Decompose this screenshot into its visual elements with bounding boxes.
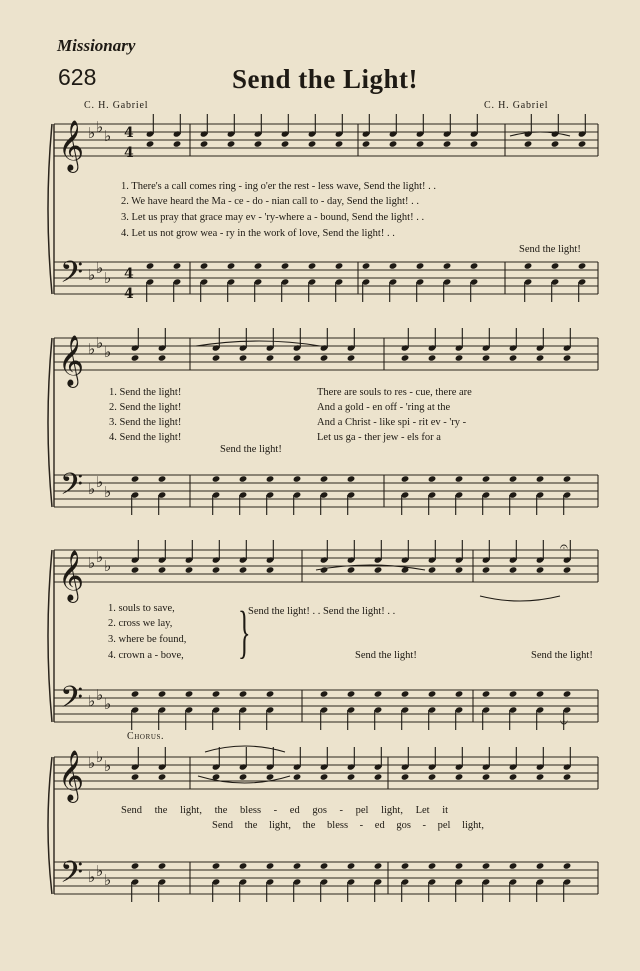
note-head [131, 773, 140, 780]
note-head [320, 773, 329, 780]
note-head [158, 690, 167, 697]
fermata-icon: 𝄑 [560, 715, 568, 731]
note-head [389, 262, 398, 269]
svg-text:4: 4 [124, 145, 134, 161]
note-head [239, 690, 248, 697]
note-head [482, 862, 491, 869]
chorus-treble-lyrics: Send the light, the bless - ed gos - pel light, Let it [121, 805, 449, 816]
note-head [428, 354, 437, 361]
note-head [158, 862, 167, 869]
hymn-number: 628 [58, 64, 97, 90]
note-head [131, 354, 140, 361]
note-head [470, 140, 479, 147]
note-head [158, 354, 167, 361]
svg-text:♭: ♭ [96, 118, 104, 136]
note-head [455, 690, 464, 697]
svg-text:♭: ♭ [88, 554, 96, 572]
svg-text:♭: ♭ [88, 266, 96, 284]
note-head [428, 566, 437, 573]
note-head [212, 475, 221, 482]
note-head [470, 262, 479, 269]
note-head [212, 566, 221, 573]
verse-line-3: 3. Let us pray that grace may ev - 'ry-where a - bound, Send the light! . . [121, 212, 425, 223]
note-head [551, 140, 560, 147]
svg-text:♭: ♭ [88, 124, 96, 142]
note-head [482, 475, 491, 482]
note-head [509, 566, 518, 573]
note-head [428, 690, 437, 697]
svg-text:4: 4 [124, 286, 134, 302]
note-head [362, 140, 371, 147]
note-head [320, 566, 329, 573]
note-head [239, 566, 248, 573]
note-head [308, 262, 317, 269]
note-head [347, 862, 356, 869]
note-head [455, 862, 464, 869]
tenor-cue-text: Send the light! [220, 444, 282, 455]
note-head [347, 773, 356, 780]
note-head [131, 566, 140, 573]
svg-text:♭: ♭ [96, 473, 104, 491]
note-head [374, 862, 383, 869]
svg-text:4: 4 [124, 266, 134, 282]
svg-text:♭: ♭ [88, 340, 96, 358]
note-head [146, 262, 155, 269]
verse-line-4: 4. Let us not grow wea - ry in the work of love, Send the light! . . [121, 228, 395, 239]
note-head [563, 862, 572, 869]
note-head [266, 475, 275, 482]
svg-text:4: 4 [124, 125, 134, 141]
treble-clef-icon: 𝄞 [58, 335, 85, 386]
note-head [428, 862, 437, 869]
note-head [563, 773, 572, 780]
note-head [200, 262, 209, 269]
note-head [212, 862, 221, 869]
bass-cue-text-b: Send the light! [531, 650, 593, 661]
note-head [374, 773, 383, 780]
note-head [401, 773, 410, 780]
note-head [266, 354, 275, 361]
note-head [293, 773, 302, 780]
svg-text:♭: ♭ [96, 862, 104, 880]
verse-line-2: 2. We have heard the Ma - ce - do - nian call to - day, Send the light! . . [121, 196, 420, 207]
verse-line-1-part-a: 1. Send the light! [109, 387, 182, 398]
svg-text:♭: ♭ [104, 343, 112, 361]
bass-clef-icon: 𝄢 [60, 681, 84, 722]
note-head [416, 262, 425, 269]
note-head [320, 690, 329, 697]
note-head [536, 862, 545, 869]
fermata-icon: 𝄐 [560, 539, 568, 555]
tie [510, 132, 570, 136]
note-head [281, 140, 290, 147]
note-head [536, 773, 545, 780]
note-head [158, 773, 167, 780]
note-head [416, 140, 425, 147]
note-head [443, 140, 452, 147]
note-head [158, 475, 167, 482]
note-head [185, 690, 194, 697]
note-head [293, 862, 302, 869]
bass-clef-icon: 𝄢 [60, 256, 84, 297]
hymn-title: Send the Light! [232, 64, 419, 94]
bass-cue-text: Send the light! [519, 244, 581, 255]
system-brace [48, 757, 52, 894]
note-head [509, 475, 518, 482]
note-head [239, 773, 248, 780]
system-brace [48, 338, 52, 507]
note-head [389, 140, 398, 147]
svg-text:♭: ♭ [88, 692, 96, 710]
verse-line-2-end: 2. cross we lay, [108, 618, 173, 629]
note-head [347, 566, 356, 573]
note-head [212, 690, 221, 697]
note-head [239, 862, 248, 869]
svg-text:♭: ♭ [104, 757, 112, 775]
svg-text:♭: ♭ [96, 686, 104, 704]
verse-line-3-part-a: 3. Send the light! [109, 417, 182, 428]
note-head [524, 140, 533, 147]
note-head [455, 354, 464, 361]
note-head [347, 475, 356, 482]
note-head [308, 140, 317, 147]
note-head [563, 566, 572, 573]
svg-text:♭: ♭ [96, 259, 104, 277]
treble-clef-icon: 𝄞 [58, 750, 85, 801]
note-head [335, 140, 344, 147]
verse-line-4-part-a: 4. Send the light! [109, 432, 182, 443]
note-head [239, 475, 248, 482]
system-brace [48, 550, 52, 722]
verse-line-1: 1. There's a call comes ring - ing o'er the rest - less wave, Send the light! . . [121, 181, 436, 192]
note-head [266, 566, 275, 573]
verse-line-1-part-b: There are souls to res - cue, there are [317, 387, 472, 398]
note-head [254, 140, 263, 147]
note-head [239, 354, 248, 361]
note-head [266, 862, 275, 869]
verse-brace: } [238, 599, 251, 664]
note-head [578, 262, 587, 269]
note-head [455, 566, 464, 573]
svg-text:♭: ♭ [88, 754, 96, 772]
chorus-label: Chorus. [127, 731, 165, 742]
system-brace [48, 124, 52, 294]
svg-text:♭: ♭ [88, 868, 96, 886]
note-head [428, 475, 437, 482]
note-head [482, 566, 491, 573]
note-head [563, 475, 572, 482]
note-head [131, 475, 140, 482]
note-head [536, 475, 545, 482]
note-head [374, 566, 383, 573]
verse-line-2-part-a: 2. Send the light! [109, 402, 182, 413]
note-head [335, 262, 344, 269]
treble-clef-icon: 𝄞 [58, 120, 85, 171]
verse-line-3-end: 3. where be found, [108, 634, 187, 645]
note-head [551, 262, 560, 269]
svg-text:♭: ♭ [104, 269, 112, 287]
note-head [320, 862, 329, 869]
note-head [536, 354, 545, 361]
note-head [281, 262, 290, 269]
note-head [509, 862, 518, 869]
verse-line-1-end: 1. souls to save, [108, 603, 175, 614]
svg-text:♭: ♭ [104, 483, 112, 501]
note-head [185, 566, 194, 573]
note-head [536, 566, 545, 573]
note-head [428, 773, 437, 780]
svg-text:♭: ♭ [96, 334, 104, 352]
note-head [536, 690, 545, 697]
treble-clef-icon: 𝄞 [58, 550, 85, 601]
note-head [320, 354, 329, 361]
svg-text:♭: ♭ [96, 748, 104, 766]
note-head [227, 140, 236, 147]
note-head [455, 773, 464, 780]
note-head [320, 475, 329, 482]
note-head [347, 354, 356, 361]
bass-clef-icon: 𝄢 [60, 856, 84, 897]
note-head [401, 862, 410, 869]
verse-line-4-end: 4. crown a - bove, [108, 650, 184, 661]
note-head [200, 140, 209, 147]
note-head [482, 773, 491, 780]
note-head [293, 475, 302, 482]
note-head [131, 862, 140, 869]
note-head [146, 140, 155, 147]
note-head [482, 690, 491, 697]
refrain-text: Send the light! . . Send the light! . . [248, 606, 396, 617]
note-head [158, 566, 167, 573]
note-head [443, 262, 452, 269]
note-head [266, 690, 275, 697]
note-head [374, 690, 383, 697]
music-credit: C. H. Gabriel [484, 100, 549, 111]
note-head [254, 262, 263, 269]
note-head [401, 475, 410, 482]
tie [480, 596, 560, 601]
svg-text:♭: ♭ [104, 695, 112, 713]
bass-cue-text-a: Send the light! [355, 650, 417, 661]
verse-line-2-part-b: And a gold - en off - 'ring at the [317, 402, 451, 413]
bass-clef-icon: 𝄢 [60, 468, 84, 509]
note-head [173, 262, 182, 269]
note-head [293, 354, 302, 361]
note-head [563, 690, 572, 697]
svg-text:♭: ♭ [96, 548, 104, 566]
note-head [212, 354, 221, 361]
note-head [266, 773, 275, 780]
verse-line-3-part-b: And a Christ - like spi - rit ev - 'ry - [317, 417, 467, 428]
note-head [347, 690, 356, 697]
words-credit: C. H. Gabriel [84, 100, 149, 111]
svg-text:♭: ♭ [104, 127, 112, 145]
note-head [362, 262, 371, 269]
note-head [509, 690, 518, 697]
note-head [131, 690, 140, 697]
svg-text:♭: ♭ [104, 871, 112, 889]
note-head [401, 354, 410, 361]
note-head [401, 690, 410, 697]
svg-text:♭: ♭ [88, 480, 96, 498]
verse-line-4-part-b: Let us ga - ther jew - els for a [317, 432, 441, 443]
note-head [578, 140, 587, 147]
note-head [227, 262, 236, 269]
note-head [455, 475, 464, 482]
note-head [524, 262, 533, 269]
note-head [482, 354, 491, 361]
tie [196, 341, 320, 346]
svg-text:♭: ♭ [104, 557, 112, 575]
note-head [563, 354, 572, 361]
chorus-bass-lyrics: Send the light, the bless - ed gos - pel light, [212, 820, 484, 831]
note-head [509, 773, 518, 780]
note-head [509, 354, 518, 361]
section-heading: Missionary [57, 36, 136, 55]
note-head [173, 140, 182, 147]
